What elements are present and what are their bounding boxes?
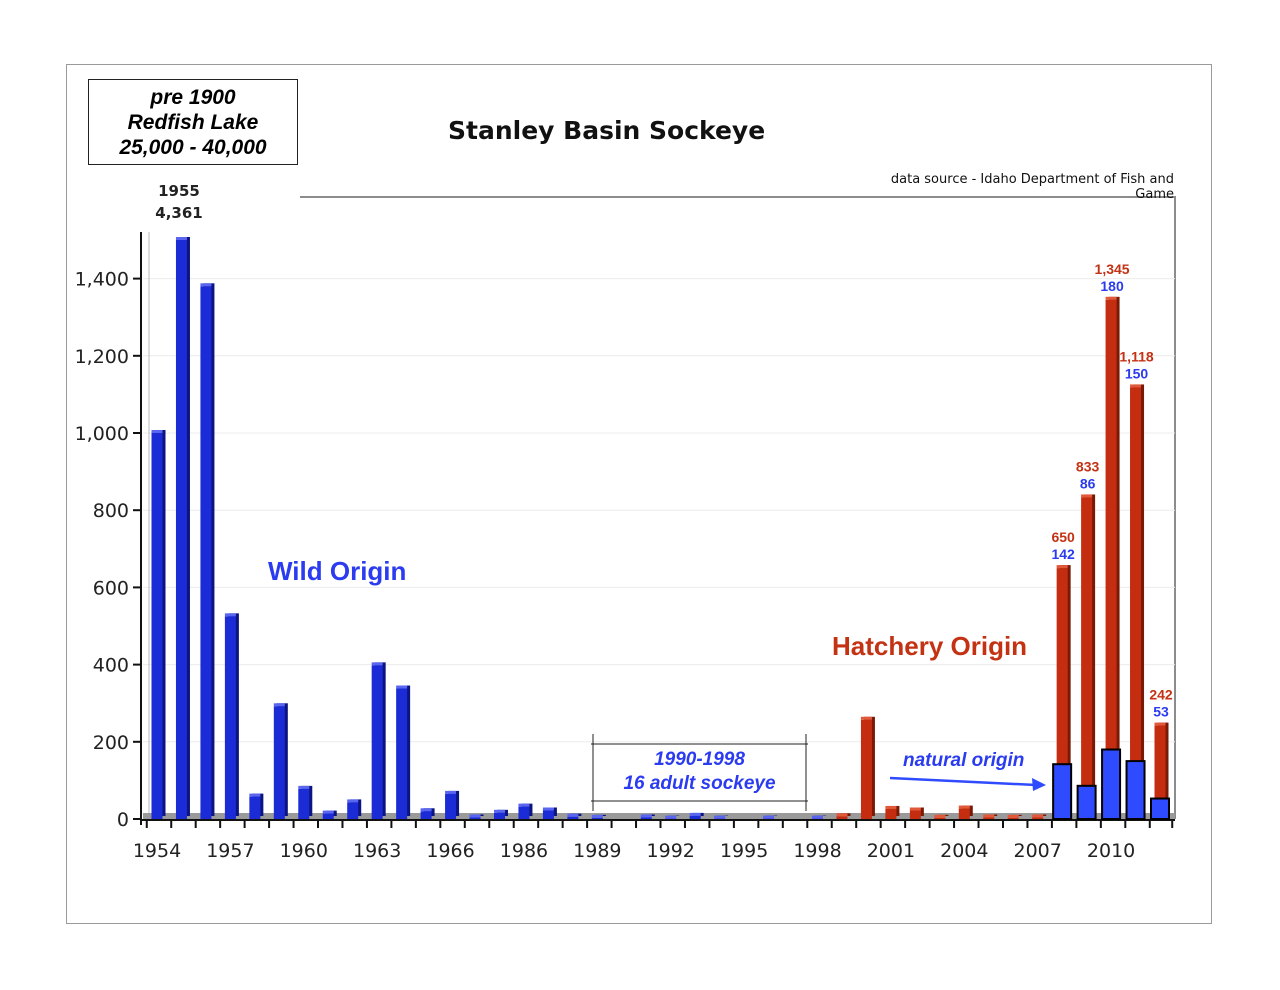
wild-bar-face xyxy=(543,811,554,819)
wild-bar-face xyxy=(567,817,578,819)
hatchery-data-label: 242 xyxy=(1149,686,1173,703)
hatchery-origin-label: Hatchery Origin xyxy=(832,631,1028,661)
y-tick-label: 1,400 xyxy=(74,268,129,291)
wild-bar-top xyxy=(518,804,529,807)
hatchery-bar-face xyxy=(1032,817,1043,819)
note-1955 xyxy=(148,180,210,224)
hatchery-bar-face xyxy=(861,720,872,819)
natural-origin-arrow-line xyxy=(890,778,1036,785)
y-tick-label: 1,200 xyxy=(74,345,129,368)
x-tick-label: 1963 xyxy=(352,840,402,862)
hatchery-bar-top xyxy=(861,717,872,720)
hatchery-bar-face xyxy=(1081,497,1092,819)
wild-bar-face xyxy=(298,789,309,819)
wild-bar xyxy=(372,662,386,819)
y-tick-label: 1,000 xyxy=(74,423,129,445)
hatchery-bar xyxy=(1106,297,1120,819)
wild-bar-face xyxy=(249,797,260,819)
natural-origin-label: natural origin xyxy=(903,750,1025,771)
wild-bar-top xyxy=(396,686,407,689)
wild-bar-top xyxy=(665,816,676,819)
wild-bar-top xyxy=(298,786,309,789)
era-note-line-1: 1990-1998 xyxy=(654,749,745,770)
wild-bar-top xyxy=(714,816,725,819)
hatchery-bar-top xyxy=(1130,384,1141,387)
hatchery-bar-face xyxy=(959,809,970,819)
natural-origin-bar xyxy=(1102,750,1120,819)
x-tick-label: 1960 xyxy=(279,840,328,862)
wild-bar-top xyxy=(763,816,774,819)
hatchery-bar-face xyxy=(1008,818,1019,819)
hatchery-data-label: 1,345 xyxy=(1094,260,1130,277)
y-tick-label: 800 xyxy=(92,500,129,523)
hatchery-bar-top xyxy=(983,814,994,817)
wild-bar-face xyxy=(323,814,334,819)
wild-bar xyxy=(298,786,312,819)
pre-1900-note-box xyxy=(88,79,298,165)
wild-bar-face xyxy=(470,817,481,819)
chart-title: Stanley Basin Sockeye xyxy=(448,116,766,145)
hatchery-bar-top xyxy=(1155,723,1166,726)
wild-bar xyxy=(445,791,459,819)
hatchery-bar-face xyxy=(983,817,994,819)
natural-data-label: 180 xyxy=(1100,277,1124,294)
wild-bar-face xyxy=(347,802,358,819)
natural-origin-bar xyxy=(1151,799,1169,819)
wild-bar-face xyxy=(641,817,652,819)
natural-origin-arrow-head xyxy=(1032,778,1046,791)
wild-bar xyxy=(200,283,214,819)
wild-bar-top xyxy=(176,237,187,240)
wild-bar xyxy=(249,794,263,819)
wild-bar-top xyxy=(323,811,334,814)
wild-bar-top xyxy=(543,808,554,811)
y-tick-label: 200 xyxy=(92,731,129,754)
y-tick-label: 400 xyxy=(92,654,129,677)
hatchery-bar-top xyxy=(1032,814,1043,817)
plot-border xyxy=(300,197,1175,819)
wild-origin-label: Wild Origin xyxy=(268,556,407,586)
wild-bar-top xyxy=(812,816,823,819)
wild-bar-face xyxy=(274,706,285,819)
wild-bar-face xyxy=(518,807,529,819)
hatchery-bar-face xyxy=(836,816,847,819)
wild-bar-face xyxy=(152,433,163,819)
wild-bar-top xyxy=(152,430,163,433)
x-tick-label: 1995 xyxy=(719,840,769,862)
hatchery-bar-face xyxy=(1130,387,1141,819)
note-1955-year: 1955 xyxy=(158,182,200,200)
wild-bar-top xyxy=(372,662,383,665)
x-tick-label: 1954 xyxy=(132,840,182,862)
wild-bar-face xyxy=(372,665,383,819)
wild-bar-face xyxy=(176,240,187,819)
box-line-1: pre 1900 xyxy=(150,85,236,109)
wild-bar xyxy=(396,686,410,819)
wild-bar-face xyxy=(445,794,456,819)
era-1990-1998-note xyxy=(597,748,802,796)
wild-bar xyxy=(225,613,239,819)
natural-origin-bar xyxy=(1078,786,1096,819)
hatchery-data-label: 833 xyxy=(1075,458,1100,475)
x-tick-label: 1986 xyxy=(499,840,549,862)
natural-data-label: 53 xyxy=(1153,703,1169,720)
x-tick-label: 1998 xyxy=(793,840,842,862)
wild-bar-face xyxy=(592,818,603,819)
wild-bar-face xyxy=(494,813,505,819)
natural-data-label: 150 xyxy=(1124,365,1149,382)
hatchery-bar-top xyxy=(934,815,945,818)
wild-bar-top xyxy=(225,613,236,616)
wild-bar-top xyxy=(494,810,505,813)
wild-bar-top xyxy=(347,799,358,802)
hatchery-bar-top xyxy=(1008,815,1019,818)
wild-bar xyxy=(152,430,166,819)
hatchery-bar-top xyxy=(836,813,847,816)
wild-bar-face xyxy=(396,689,407,819)
note-1955-value: 4,361 xyxy=(155,204,203,222)
wild-bar-face xyxy=(690,816,701,819)
hatchery-bar-top xyxy=(959,806,970,809)
wild-bar-top xyxy=(274,703,285,706)
wild-bar-top xyxy=(249,794,260,797)
x-tick-label: 2010 xyxy=(1086,840,1136,862)
natural-data-label: 86 xyxy=(1079,475,1096,492)
hatchery-bar xyxy=(861,717,875,819)
wild-bar-top xyxy=(200,283,211,286)
wild-bar-top xyxy=(470,814,481,817)
hatchery-bar xyxy=(1081,494,1095,819)
natural-data-label: 142 xyxy=(1051,546,1075,563)
box-line-3: 25,000 - 40,000 xyxy=(119,135,267,159)
natural-origin-bar xyxy=(1053,764,1071,819)
natural-origin-bar xyxy=(1127,761,1145,819)
hatchery-bar-top xyxy=(910,808,921,811)
wild-bar-face xyxy=(225,616,236,819)
wild-bar-top xyxy=(421,808,432,811)
hatchery-data-label: 1,118 xyxy=(1119,348,1154,365)
hatchery-bar xyxy=(1130,384,1144,819)
hatchery-bar-top xyxy=(1106,297,1117,300)
wild-bar-top xyxy=(567,814,578,817)
hatchery-bar-top xyxy=(885,806,896,809)
wild-bar-face xyxy=(421,811,432,819)
hatchery-bar-face xyxy=(934,818,945,819)
y-tick-label: 600 xyxy=(92,577,129,600)
era-note-line-2: 16 adult sockeye xyxy=(623,773,776,794)
wild-bar-top xyxy=(445,791,456,794)
x-tick-label: 2004 xyxy=(940,840,989,862)
hatchery-bar-face xyxy=(910,811,921,819)
wild-bar xyxy=(176,237,190,819)
wild-bar xyxy=(274,703,288,819)
wild-bar-top xyxy=(690,813,701,816)
x-tick-label: 2007 xyxy=(1013,840,1062,862)
x-tick-label: 1989 xyxy=(573,840,622,862)
box-line-2: Redfish Lake xyxy=(127,110,259,134)
wild-bar-top xyxy=(592,815,603,818)
x-tick-label: 1992 xyxy=(646,840,695,862)
x-tick-label: 1966 xyxy=(426,840,475,862)
data-source: data source - Idaho Department of Fish and Game xyxy=(890,172,1174,202)
hatchery-bar-face xyxy=(1106,300,1117,819)
x-tick-label: 1957 xyxy=(206,840,255,862)
hatchery-bar-top xyxy=(1057,565,1068,568)
y-tick-label: 0 xyxy=(116,809,129,831)
hatchery-bar-top xyxy=(1081,494,1092,497)
hatchery-data-label: 650 xyxy=(1051,529,1075,546)
x-tick-label: 2001 xyxy=(866,840,916,862)
wild-bar-top xyxy=(641,814,652,817)
wild-bar-face xyxy=(200,286,211,819)
hatchery-bar-face xyxy=(885,809,896,819)
